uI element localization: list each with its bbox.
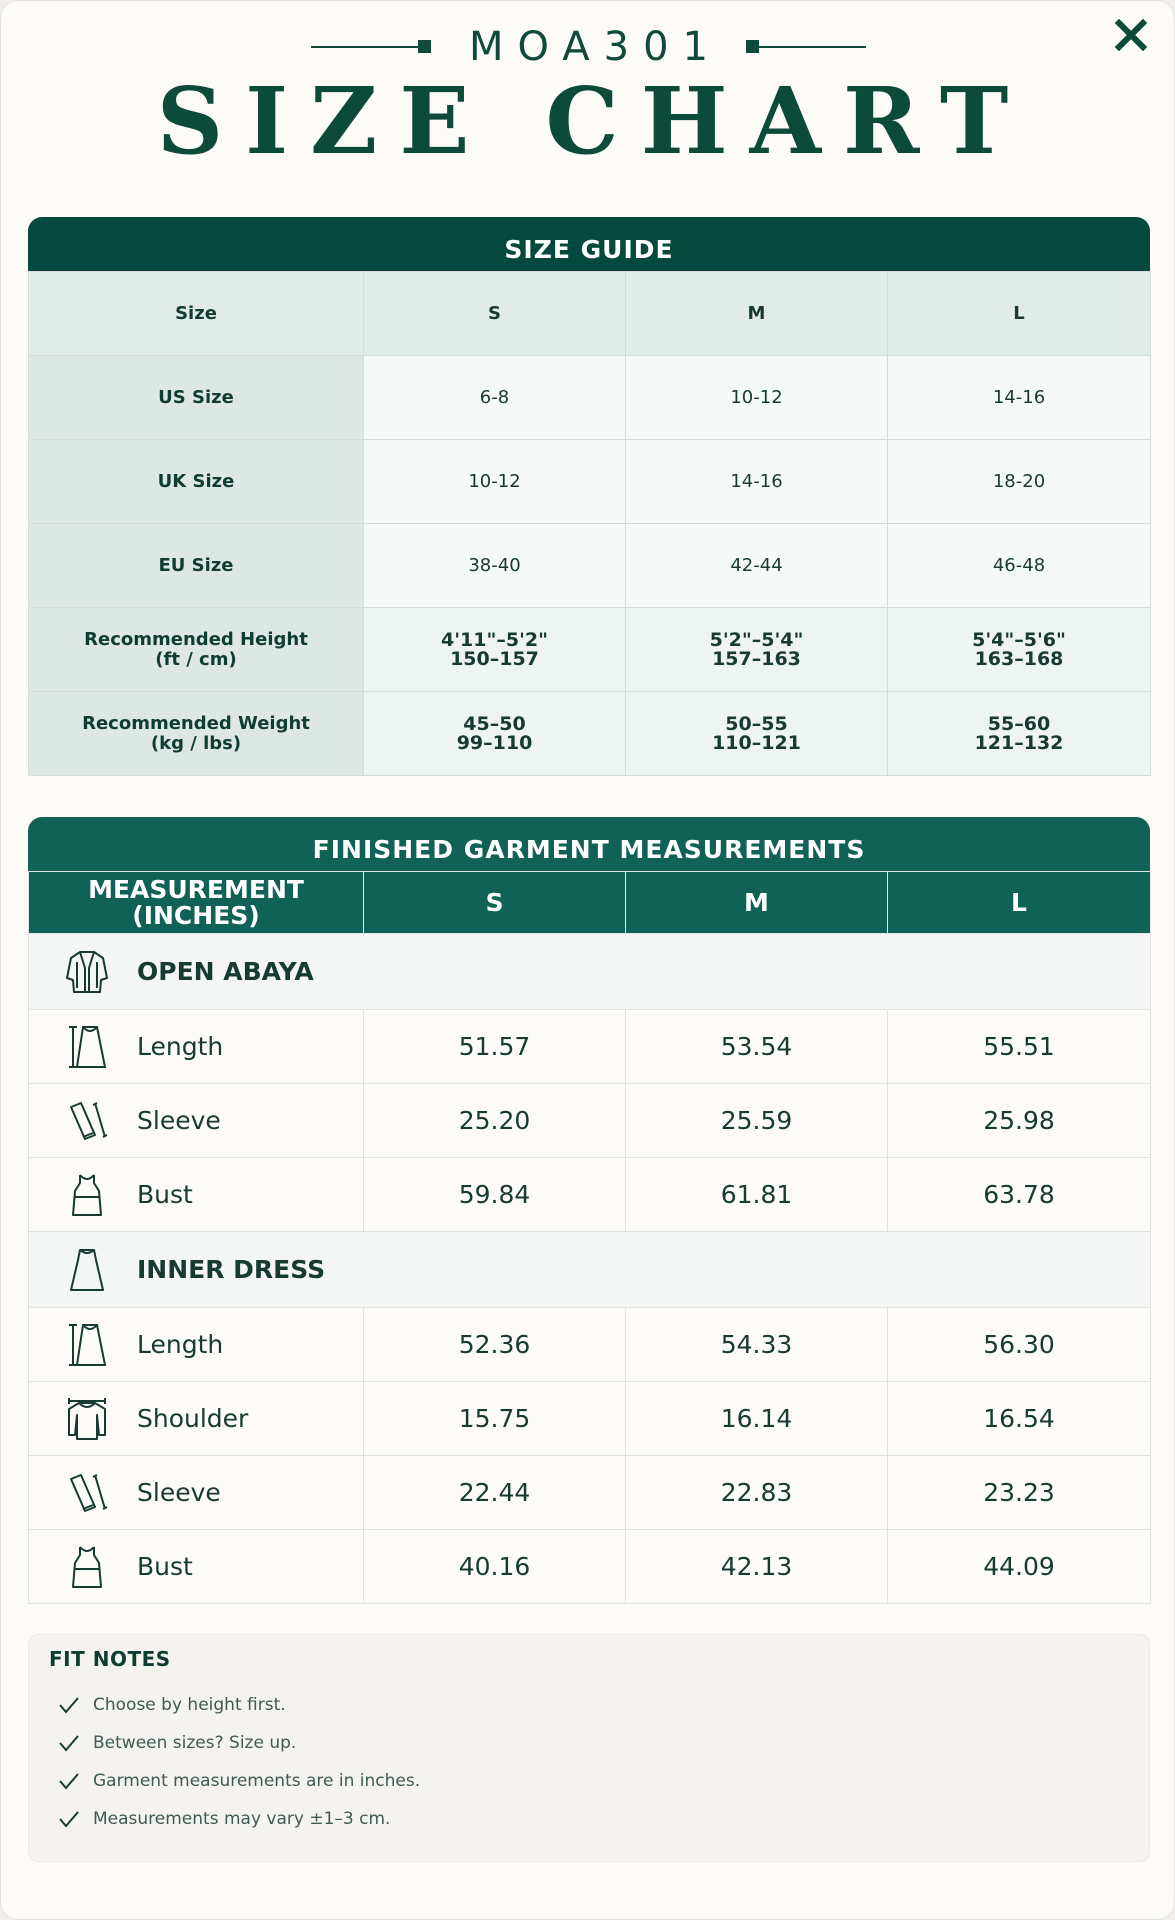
table-row xyxy=(29,356,1151,440)
table-cell: 44.09 xyxy=(888,1530,1151,1604)
fit-note-item xyxy=(57,1731,296,1755)
fit-note-item xyxy=(57,1807,390,1831)
group-label: OPEN ABAYA xyxy=(137,957,314,986)
measurements-header-row xyxy=(29,872,1151,934)
group-row-open-abaya xyxy=(29,934,1151,1010)
column-header: L xyxy=(888,872,1151,934)
table-cell xyxy=(364,608,626,692)
column-header: S xyxy=(364,272,626,356)
row-label-unit: (kg / lbs) xyxy=(150,732,242,754)
measurements-table xyxy=(28,871,1151,1604)
row-label-main: Recommended Weight xyxy=(82,712,310,734)
fit-note-item xyxy=(57,1693,286,1717)
size-guide-title: SIZE GUIDE xyxy=(28,217,1150,271)
table-cell xyxy=(364,692,626,776)
cell-line: 45–50 xyxy=(463,712,526,735)
table-cell: 25.20 xyxy=(364,1084,626,1158)
table-cell: 10-12 xyxy=(364,440,626,524)
table-cell: 38-40 xyxy=(364,524,626,608)
cell-line: 121–132 xyxy=(974,731,1064,754)
size-guide-table xyxy=(28,271,1151,776)
table-cell xyxy=(626,692,888,776)
group-label-cell xyxy=(29,934,1151,1010)
table-cell: 15.75 xyxy=(364,1382,626,1456)
column-header: L xyxy=(888,272,1151,356)
table-cell: 42.13 xyxy=(626,1530,888,1604)
table-row xyxy=(29,1530,1151,1604)
check-icon xyxy=(57,1693,81,1717)
table-cell: 40.16 xyxy=(364,1530,626,1604)
row-label-cell xyxy=(29,1010,364,1084)
bust-icon xyxy=(59,1171,115,1219)
fit-note-text: Choose by height first. xyxy=(93,1695,286,1715)
row-label: Bust xyxy=(137,1180,193,1209)
product-code: MOA301 xyxy=(468,24,722,70)
divider-line-right xyxy=(748,46,866,48)
table-cell: 10-12 xyxy=(626,356,888,440)
cell-line: 5'4"–5'6" xyxy=(972,628,1066,651)
fit-note-text: Measurements may vary ±1–3 cm. xyxy=(93,1809,391,1829)
row-label-unit: (ft / cm) xyxy=(155,648,237,670)
table-cell: 6-8 xyxy=(364,356,626,440)
row-label xyxy=(29,692,364,776)
measurements-title: FINISHED GARMENT MEASUREMENTS xyxy=(28,817,1150,871)
table-cell: 52.36 xyxy=(364,1308,626,1382)
group-row-inner-dress xyxy=(29,1232,1151,1308)
row-label: Bust xyxy=(137,1552,193,1581)
page-title: SIZE CHART xyxy=(156,67,1031,175)
check-icon xyxy=(57,1769,81,1793)
row-label: US Size xyxy=(29,356,364,440)
table-cell: 23.23 xyxy=(888,1456,1151,1530)
row-label xyxy=(29,608,364,692)
column-header: S xyxy=(364,872,626,934)
fit-note-text: Garment measurements are in inches. xyxy=(93,1771,421,1791)
row-label: Shoulder xyxy=(137,1404,249,1433)
table-row xyxy=(29,1456,1151,1530)
table-cell: 54.33 xyxy=(626,1308,888,1382)
table-row xyxy=(29,440,1151,524)
divider-line-left xyxy=(311,46,429,48)
table-row xyxy=(29,524,1151,608)
check-icon xyxy=(57,1807,81,1831)
abaya-icon xyxy=(59,948,115,996)
table-cell: 42-44 xyxy=(626,524,888,608)
cell-line: 99–110 xyxy=(456,731,533,754)
table-cell: 22.83 xyxy=(626,1456,888,1530)
row-label: UK Size xyxy=(29,440,364,524)
table-row xyxy=(29,1158,1151,1232)
group-label: INNER DRESS xyxy=(137,1255,326,1284)
sleeve-icon xyxy=(59,1097,115,1145)
row-label-cell xyxy=(29,1456,364,1530)
header-line: MEASUREMENT xyxy=(88,874,304,904)
table-cell: 53.54 xyxy=(626,1010,888,1084)
table-row xyxy=(29,692,1151,776)
table-row xyxy=(29,1382,1151,1456)
cell-line: 157–163 xyxy=(712,647,801,670)
cell-line: 50–55 xyxy=(725,712,788,735)
header-line: (INCHES) xyxy=(132,900,260,930)
length-icon xyxy=(59,1023,115,1071)
fit-note-text: Between sizes? Size up. xyxy=(93,1733,297,1753)
table-cell: 51.57 xyxy=(364,1010,626,1084)
table-cell: 14-16 xyxy=(626,440,888,524)
sleeve-icon xyxy=(59,1469,115,1517)
table-cell: 25.98 xyxy=(888,1084,1151,1158)
row-label-cell xyxy=(29,1084,364,1158)
table-cell xyxy=(888,692,1151,776)
table-cell: 18-20 xyxy=(888,440,1151,524)
table-cell: 46-48 xyxy=(888,524,1151,608)
table-cell: 61.81 xyxy=(626,1158,888,1232)
row-label-cell xyxy=(29,1382,364,1456)
table-cell xyxy=(888,608,1151,692)
table-cell: 56.30 xyxy=(888,1308,1151,1382)
cell-line: 55–60 xyxy=(987,712,1051,735)
row-label: Length xyxy=(137,1032,224,1061)
shoulder-icon xyxy=(59,1395,115,1443)
group-label-cell xyxy=(29,1232,1151,1308)
table-cell: 59.84 xyxy=(364,1158,626,1232)
cell-line: 150–157 xyxy=(450,647,539,670)
table-cell: 25.59 xyxy=(626,1084,888,1158)
row-label-cell xyxy=(29,1308,364,1382)
fit-notes-panel xyxy=(28,1634,1150,1862)
cell-line: 4'11"–5'2" xyxy=(440,628,549,651)
cell-line: 5'2"–5'4" xyxy=(709,628,804,651)
row-label: Sleeve xyxy=(137,1106,221,1135)
table-cell: 55.51 xyxy=(888,1010,1151,1084)
table-cell: 63.78 xyxy=(888,1158,1151,1232)
table-row xyxy=(29,608,1151,692)
row-label: EU Size xyxy=(29,524,364,608)
table-cell: 14-16 xyxy=(888,356,1151,440)
check-icon xyxy=(57,1731,81,1755)
length-icon xyxy=(59,1321,115,1369)
row-label: Sleeve xyxy=(137,1478,221,1507)
header xyxy=(1,21,1175,175)
fit-notes-title: FIT NOTES xyxy=(49,1647,171,1671)
table-cell xyxy=(626,608,888,692)
fit-note-item xyxy=(57,1769,420,1793)
row-label: Length xyxy=(137,1330,224,1359)
row-label-main: Recommended Height xyxy=(84,628,308,650)
row-label-cell xyxy=(29,1530,364,1604)
dress-icon xyxy=(59,1246,115,1294)
table-row xyxy=(29,1308,1151,1382)
table-cell: 16.54 xyxy=(888,1382,1151,1456)
bust-icon xyxy=(59,1543,115,1591)
column-header: Size xyxy=(29,272,364,356)
cell-line: 163–168 xyxy=(974,647,1064,670)
column-header: M xyxy=(626,272,888,356)
cell-line: 110–121 xyxy=(712,731,801,754)
table-row xyxy=(29,1084,1151,1158)
size-guide-header-row xyxy=(29,272,1151,356)
table-cell: 22.44 xyxy=(364,1456,626,1530)
row-label-cell xyxy=(29,1158,364,1232)
product-code-row xyxy=(1,21,1175,73)
column-header: M xyxy=(626,872,888,934)
table-row xyxy=(29,1010,1151,1084)
column-header xyxy=(29,872,364,934)
table-cell: 16.14 xyxy=(626,1382,888,1456)
